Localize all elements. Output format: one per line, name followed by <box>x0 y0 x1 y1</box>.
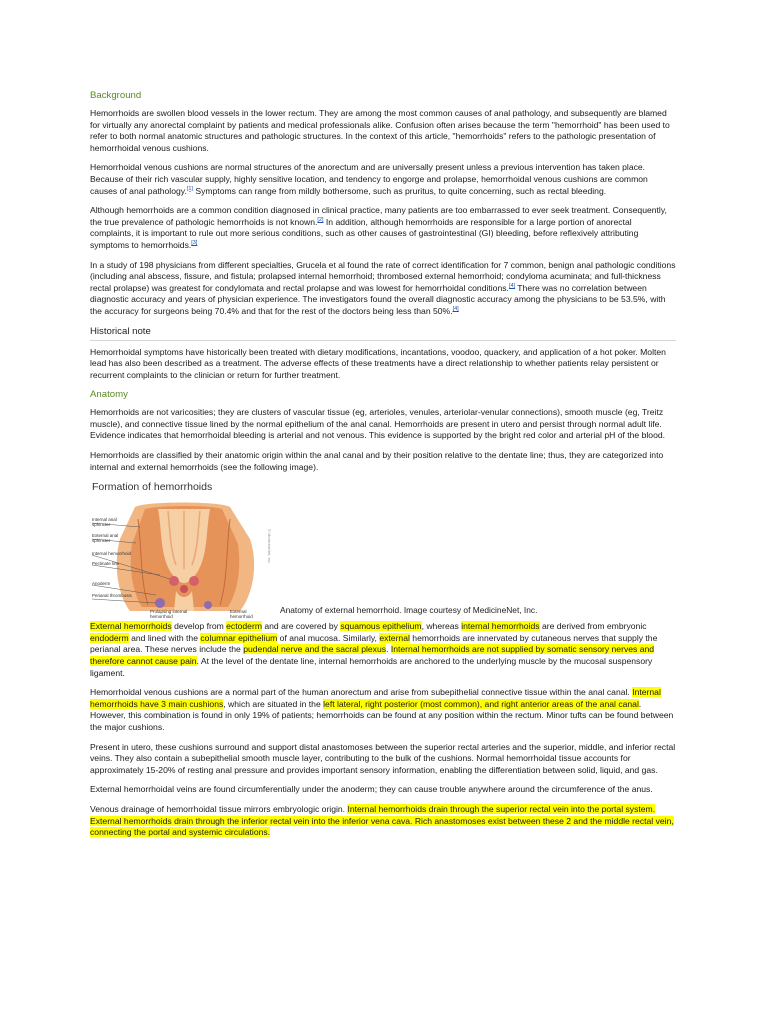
paragraph: Hemorrhoidal symptoms have historically been treated with dietary modifications, incantations, voodoo, quackery, and application of a hot poker. Molten lead has also been described as a treatment. The adverse effects of these treatments have a direct relationship to whether patients relay persistent or recurrent complaints to the clinician or return for further treatment. <box>90 346 666 380</box>
figure-label: Perianal thrombosis <box>92 593 132 599</box>
paragraph: Hemorrhoidal venous cushions are a normal part of the human anorectum and arise from subepithelial connective tissue within the anal canal. Internal hemorrhoids have 3 main cushions, which are situated in the left lateral, right posterior (most common), and right anterior areas of the anal canal. However, this combination is found in only 19% of patients; hemorrhoids can be found at any position within the rectum. Minor tufts can be found between the major cushions. <box>90 687 674 732</box>
section-heading-background: Background <box>90 90 142 101</box>
figure-label: Pectinate line <box>92 561 120 567</box>
figure-label: External anal sphincter <box>92 533 119 544</box>
paragraph: In a study of 198 physicians from different specialties, Grucela et al found the rate of correct identification for 7 common, benign anal pathologic conditions (including anal abscess, fissure, and fistula; prolapsed internal hemorrhoid; thrombosed external hemorrhoid; condyloma acuminata; and full-thickness rectal prolapse) was greatest for condylomata and rectal prolapse and was lowest for hemorrhoidal conditions.[4] There was no correlation between diagnostic accuracy and years of physician experience. The investigators found the overall diagnostic accuracy among the physicians to be 53.5%, with the accuracy for surgeons being 70.4% and that for the rest of the doctors being less than 50%.[4] <box>90 259 676 316</box>
figure-caption: Anatomy of external hemorrhoid. Image courtesy of MedicineNet, Inc. <box>280 605 538 616</box>
section-heading-historical-note: Historical note <box>90 326 676 341</box>
figure-label: Prolapsing internal hemorrhoid <box>150 609 188 620</box>
reference-link[interactable]: [1] <box>186 185 193 192</box>
reference-link[interactable]: [4] <box>508 282 516 289</box>
figure-label: External hemorrhoid <box>230 609 253 620</box>
paragraph: Hemorrhoidal venous cushions are normal structures of the anorectum and are universally present unless a previous intervention has taken place. Because of their rich vascular supply, highly sensitive location, and tendency to engorge and prolapse, hemorrhoidal venous cushions are common causes of anal pathology.[1] Symptoms can range from mildly bothersome, such as pruritus, to quite concerning, such as rectal bleeding. <box>90 162 648 196</box>
reference-link[interactable]: [4] <box>452 306 459 313</box>
paragraph: Although hemorrhoids are a common condition diagnosed in clinical practice, many patients are too embarrassed to ever seek treatment. Consequently, the true prevalence of pathologic hemorrhoids is not known.[2] In addition, although hemorrhoids are responsible for a large portion of anorectal complaints, it is important to rule out more serious conditions, such as other causes of gastrointestinal (GI) bleeding, before reflexively attributing symptoms to hemorrhoids.[3] <box>90 205 667 250</box>
paragraph: Hemorrhoids are swollen blood vessels in the lower rectum. They are among the most common causes of anal pathology, and subsequently are blamed for virtually any anorectal complaint by patients and medical professionals alike. Confusion often arises because the term "hemorrhoid" has been used to refer to both normal anatomic structures and pathologic structures. In the context of this article, "hemorrhoids" refers to the pathologic presentation of hemorrhoidal venous cushions. <box>90 108 670 153</box>
reference-link[interactable]: [2] <box>317 216 324 223</box>
paragraph: Hemorrhoids are not varicosities; they are clusters of vascular tissue (eg, arterioles, venules, arteriolar-venular connections), smooth muscle (eg, Treitz muscle), and connective tissue lined by the normal epithelium of the anal canal. Hemorrhoids are present in utero and persist through normal adult life. Evidence indicates that hemorrhoidal bleeding is arterial and not venous. This evidence is supported by the bright red color and arterial pH of the blood. <box>90 407 666 441</box>
figure-label: Internal anal sphincter <box>92 517 117 528</box>
paragraph: External hemorrhoids develop from ectoderm and are covered by squamous epithelium, whereas internal hemorrhoids are derived from embryonic endoderm and lined with the columnar epithelium of anal mucosa. Similarly, external hemorrhoids are innervated by cutaneous nerves that supply the perianal area. These nerves include the pudendal nerve and the sacral plexus. Internal hemorrhoids are not supplied by somatic sensory nerves and therefore cannot cause pain. At the level of the dentate line, internal hemorrhoids are anchored to the underlying muscle by the mucosal suspensory ligament. <box>90 621 658 678</box>
section-heading-anatomy: Anatomy <box>90 389 128 401</box>
figure-label: Anoderm <box>92 581 111 587</box>
paragraph: Hemorrhoids are classified by their anatomic origin within the anal canal and by their position relative to the dentate line; thus, they are categorized into internal and external hemorrhoids (see the following image). <box>90 450 664 472</box>
paragraph: Venous drainage of hemorrhoidal tissue mirrors embryologic origin. Internal hemorrhoids drain through the superior rectal vein into the portal system. External hemorrhoids drain through the inferior rectal vein into the inferior vena cava. Rich anastomoses exist between these 2 and the middle rectal vein, connecting the portal and systemic circulations. <box>90 803 674 838</box>
svg-text:© MedicineNet, Inc.: © MedicineNet, Inc. <box>267 529 272 565</box>
article-body <box>90 90 676 839</box>
anatomy-figure <box>90 481 676 621</box>
paragraph: External hemorrhoidal veins are found circumferentially under the anoderm; they can cause trouble anywhere around the circumference of the anus. <box>90 784 653 795</box>
figure-title: Formation of hemorrhoids <box>92 481 213 494</box>
figure-label: Internal hemorrhoid <box>92 551 132 557</box>
reference-link[interactable]: [3] <box>191 240 198 247</box>
paragraph: Present in utero, these cushions surround and support distal anastomoses between the superior rectal arteries and the superior, middle, and inferior rectal veins. They also contain a subepithelial smooth muscle layer, contributing to the bulk of the cushions. Normal hemorrhoidal tissue accounts for approximately 15-20% of resting anal pressure and provides important sensory information, enabling the differentiation between solid, liquid, and gas. <box>90 741 676 775</box>
